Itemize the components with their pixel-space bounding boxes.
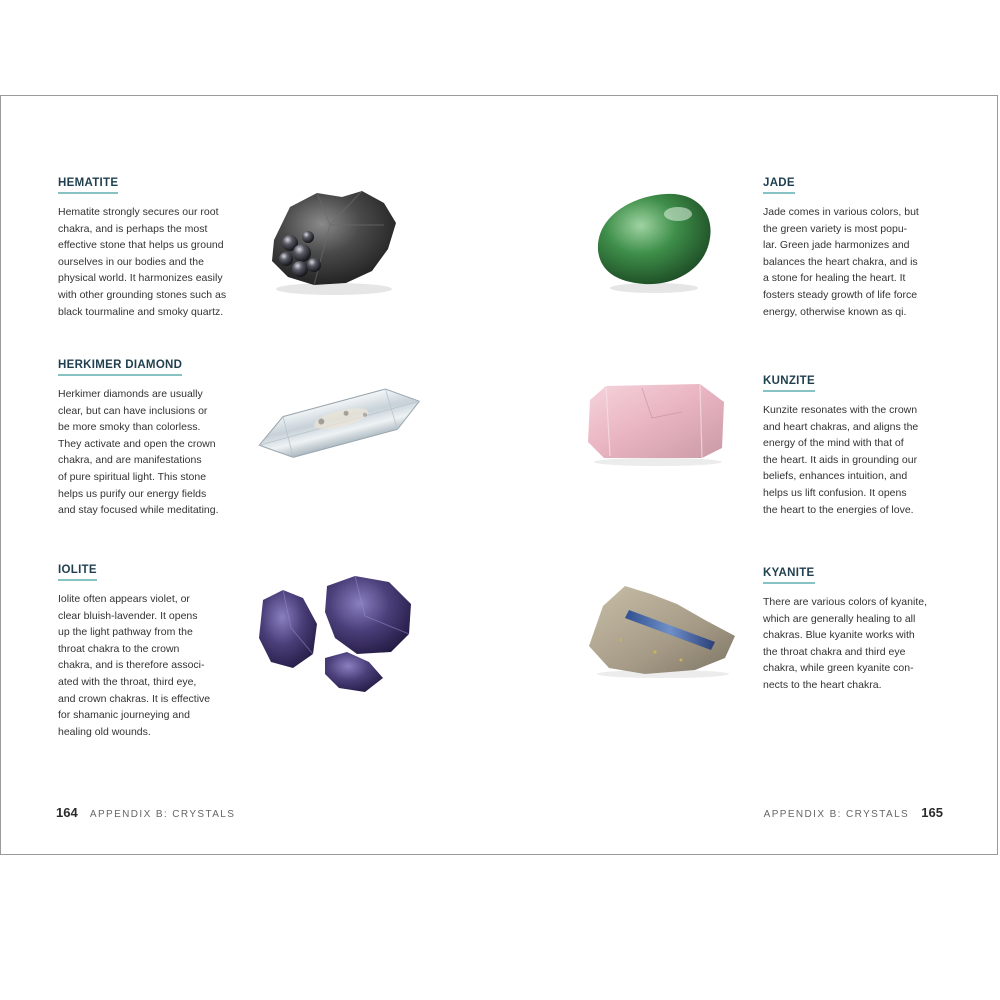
jade-image bbox=[592, 188, 717, 298]
kunzite-image bbox=[582, 378, 732, 468]
page-number: 165 bbox=[921, 805, 943, 820]
entry-title: KUNZITE bbox=[763, 375, 815, 392]
kyanite-image bbox=[585, 580, 740, 680]
entry-body: There are various colors of kyanite, which are generally healing to all chakras. Blue kyanite works with the throat chakra and third eye chakra, while green kyanite con- nects to the heart chakra. bbox=[763, 596, 927, 691]
left-footer bbox=[56, 805, 235, 820]
entry-title: KYANITE bbox=[763, 567, 815, 584]
entry-hematite bbox=[58, 173, 248, 320]
entry-body: Hematite strongly secures our root chakra, and is perhaps the most effective stone that helps us ground ourselves in our bodies and the physical world. It harmonizes easily with other grounding stones such as black tourmaline and smoky quartz. bbox=[58, 206, 227, 318]
right-footer bbox=[764, 805, 943, 820]
hematite-image bbox=[262, 185, 402, 300]
entry-title: IOLITE bbox=[58, 564, 97, 581]
herkimer-diamond-image bbox=[252, 375, 427, 470]
running-head: APPENDIX B: CRYSTALS bbox=[89, 809, 236, 820]
entry-body: Kunzite resonates with the crown and heart chakras, and aligns the energy of the mind with that of the heart. It aids in grounding our beliefs, enhances intuition, and helps us lift confusion. It opens the heart to the energies of love. bbox=[763, 404, 919, 516]
entry-title: HERKIMER DIAMOND bbox=[58, 359, 182, 376]
entry-herkimer-diamond bbox=[58, 355, 248, 519]
entry-body: Iolite often appears violet, or clear bluish-lavender. It opens up the light pathway from the throat chakra to the crown chakra, and is therefore associ- ated with the throat, third eye, and crown chakras. It is effective for shamanic journeying and healing old wounds. bbox=[58, 593, 211, 738]
entry-jade bbox=[763, 173, 953, 320]
page-number: 164 bbox=[56, 805, 78, 820]
iolite-image bbox=[255, 572, 425, 697]
entry-iolite bbox=[58, 560, 248, 740]
entry-body: Herkimer diamonds are usually clear, but can have inclusions or be more smoky than colorless. They activate and open the crown chakra, and are manifestations of pure spiritual light. This stone helps us purify our energy fields and stay focused while meditating. bbox=[58, 388, 219, 517]
entry-body: Jade comes in various colors, but the green variety is most popu- lar. Green jade harmonizes and balances the heart chakra, and is a stone for healing the heart. It fosters steady growth of life force energy, otherwise known as qi. bbox=[763, 206, 919, 318]
entry-title: HEMATITE bbox=[58, 177, 118, 194]
entry-kyanite bbox=[763, 563, 953, 694]
running-head: APPENDIX B: CRYSTALS bbox=[763, 809, 910, 820]
entry-kunzite bbox=[763, 371, 953, 518]
entry-title: JADE bbox=[763, 177, 795, 194]
